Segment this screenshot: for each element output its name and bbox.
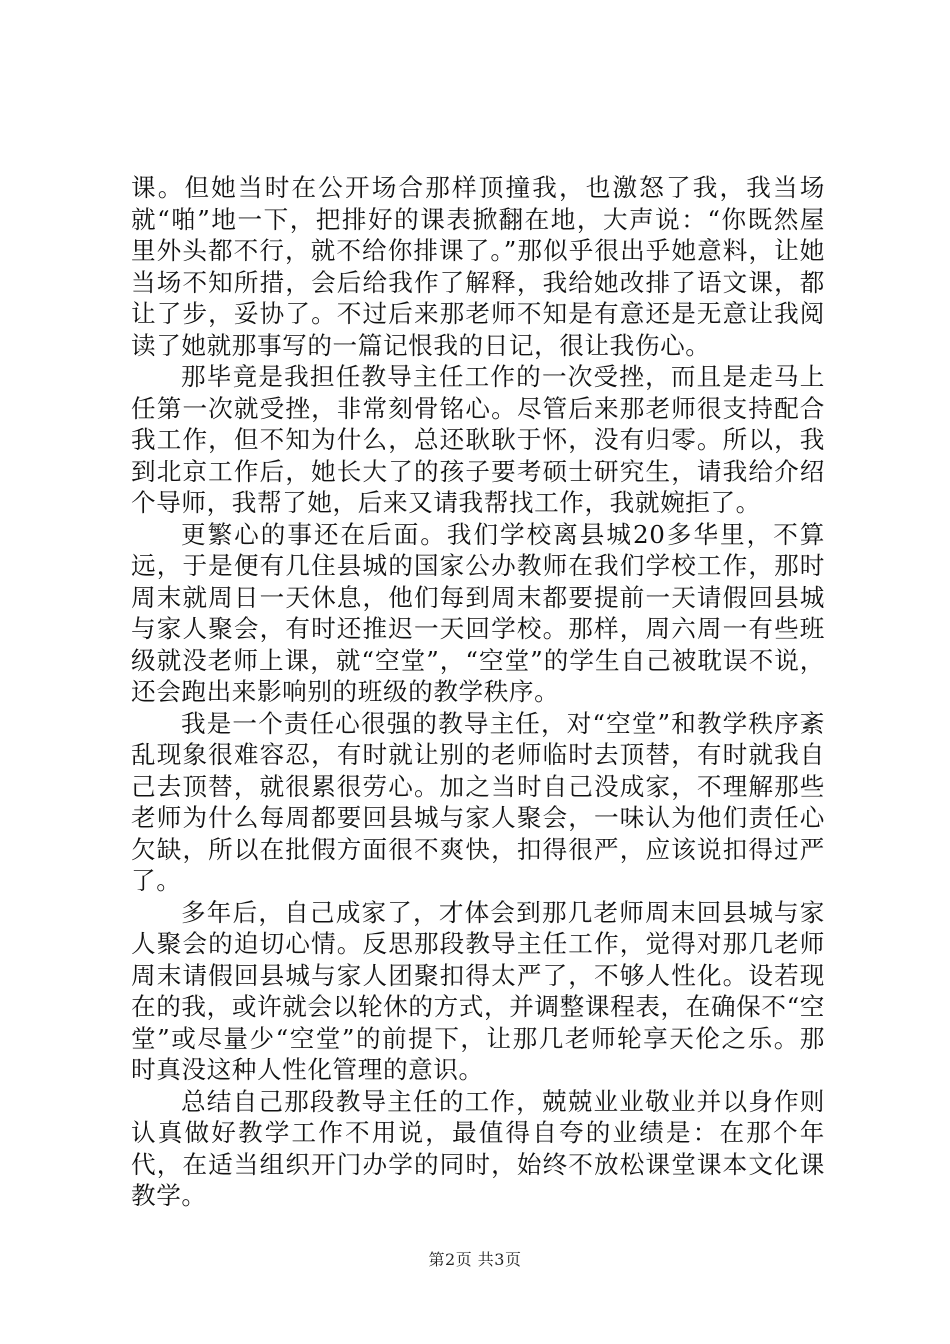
document-body	[131, 172, 825, 1212]
paragraph-2: 那毕竟是我担任教导主任工作的一次受挫，而且是走马上任第一次就受挫，非常刻骨铭心。尽管后来那老师很支持配合我工作，但不知为什么，总还耿耿于怀，没有归零。所以，我到北京工作后，她长大了的孩子要考硕士研究生，请我给介绍个导师，我帮了她，后来又请我帮找工作，我就婉拒了。	[131, 362, 825, 517]
paragraph-1: 课。但她当时在公开场合那样顶撞我，也激怒了我，我当场就“啪”地一下，把排好的课表掀翻在地，大声说：“你既然屋里外头都不行，就不给你排课了。”那似乎很出乎她意料，让她当场不知所措，会后给我作了解释，我给她改排了语文课，都让了步，妥协了。不过后来那老师不知是有意还是无意让我阅读了她就那事写的一篇记恨我的日记，很让我伤心。	[131, 173, 825, 360]
paragraph-5: 多年后，自己成家了，才体会到那几老师周末回县城与家人聚会的迫切心情。反思那段教导主任工作，觉得对那几老师周末请假回县城与家人团聚扣得太严了，不够人性化。设若现在的我，或许就会以轮休的方式，并调整课程表，在确保不“空堂”或尽量少“空堂”的前提下，让那几老师轮享天伦之乐。那时真没这种人性化管理的意识。	[131, 897, 825, 1084]
paragraph-4: 我是一个责任心很强的教导主任，对“空堂”和教学秩序紊乱现象很难容忍，有时就让别的老师临时去顶替，有时就我自己去顶替，就很累很劳心。加之当时自己没成家，不理解那些老师为什么每周都要回县城与家人聚会，一味认为他们责任心欠缺，所以在批假方面很不爽快，扣得很严，应该说扣得过严了。	[131, 708, 825, 895]
page-number-footer: 第2页 共3页	[428, 1250, 522, 1269]
paragraph-3: 更繁心的事还在后面。我们学校离县城20多华里，不算远，于是便有几住县城的国家公办教师在我们学校工作，那时周末就周日一天休息，他们每到周末都要提前一天请假回县城与家人聚会，有时还推迟一天回学校。那样，周六周一有些班级就没老师上课，就“空堂”，“空堂”的学生自己被耽误不说，还会跑出来影响别的班级的教学秩序。	[131, 519, 825, 706]
paragraph-6: 总结自己那段教导主任的工作，兢兢业业敬业并以身作则认真做好教学工作不用说，最值得自夸的业绩是：在那个年代，在适当组织开门办学的同时，始终不放松课堂课本文化课教学。	[131, 1086, 825, 1210]
